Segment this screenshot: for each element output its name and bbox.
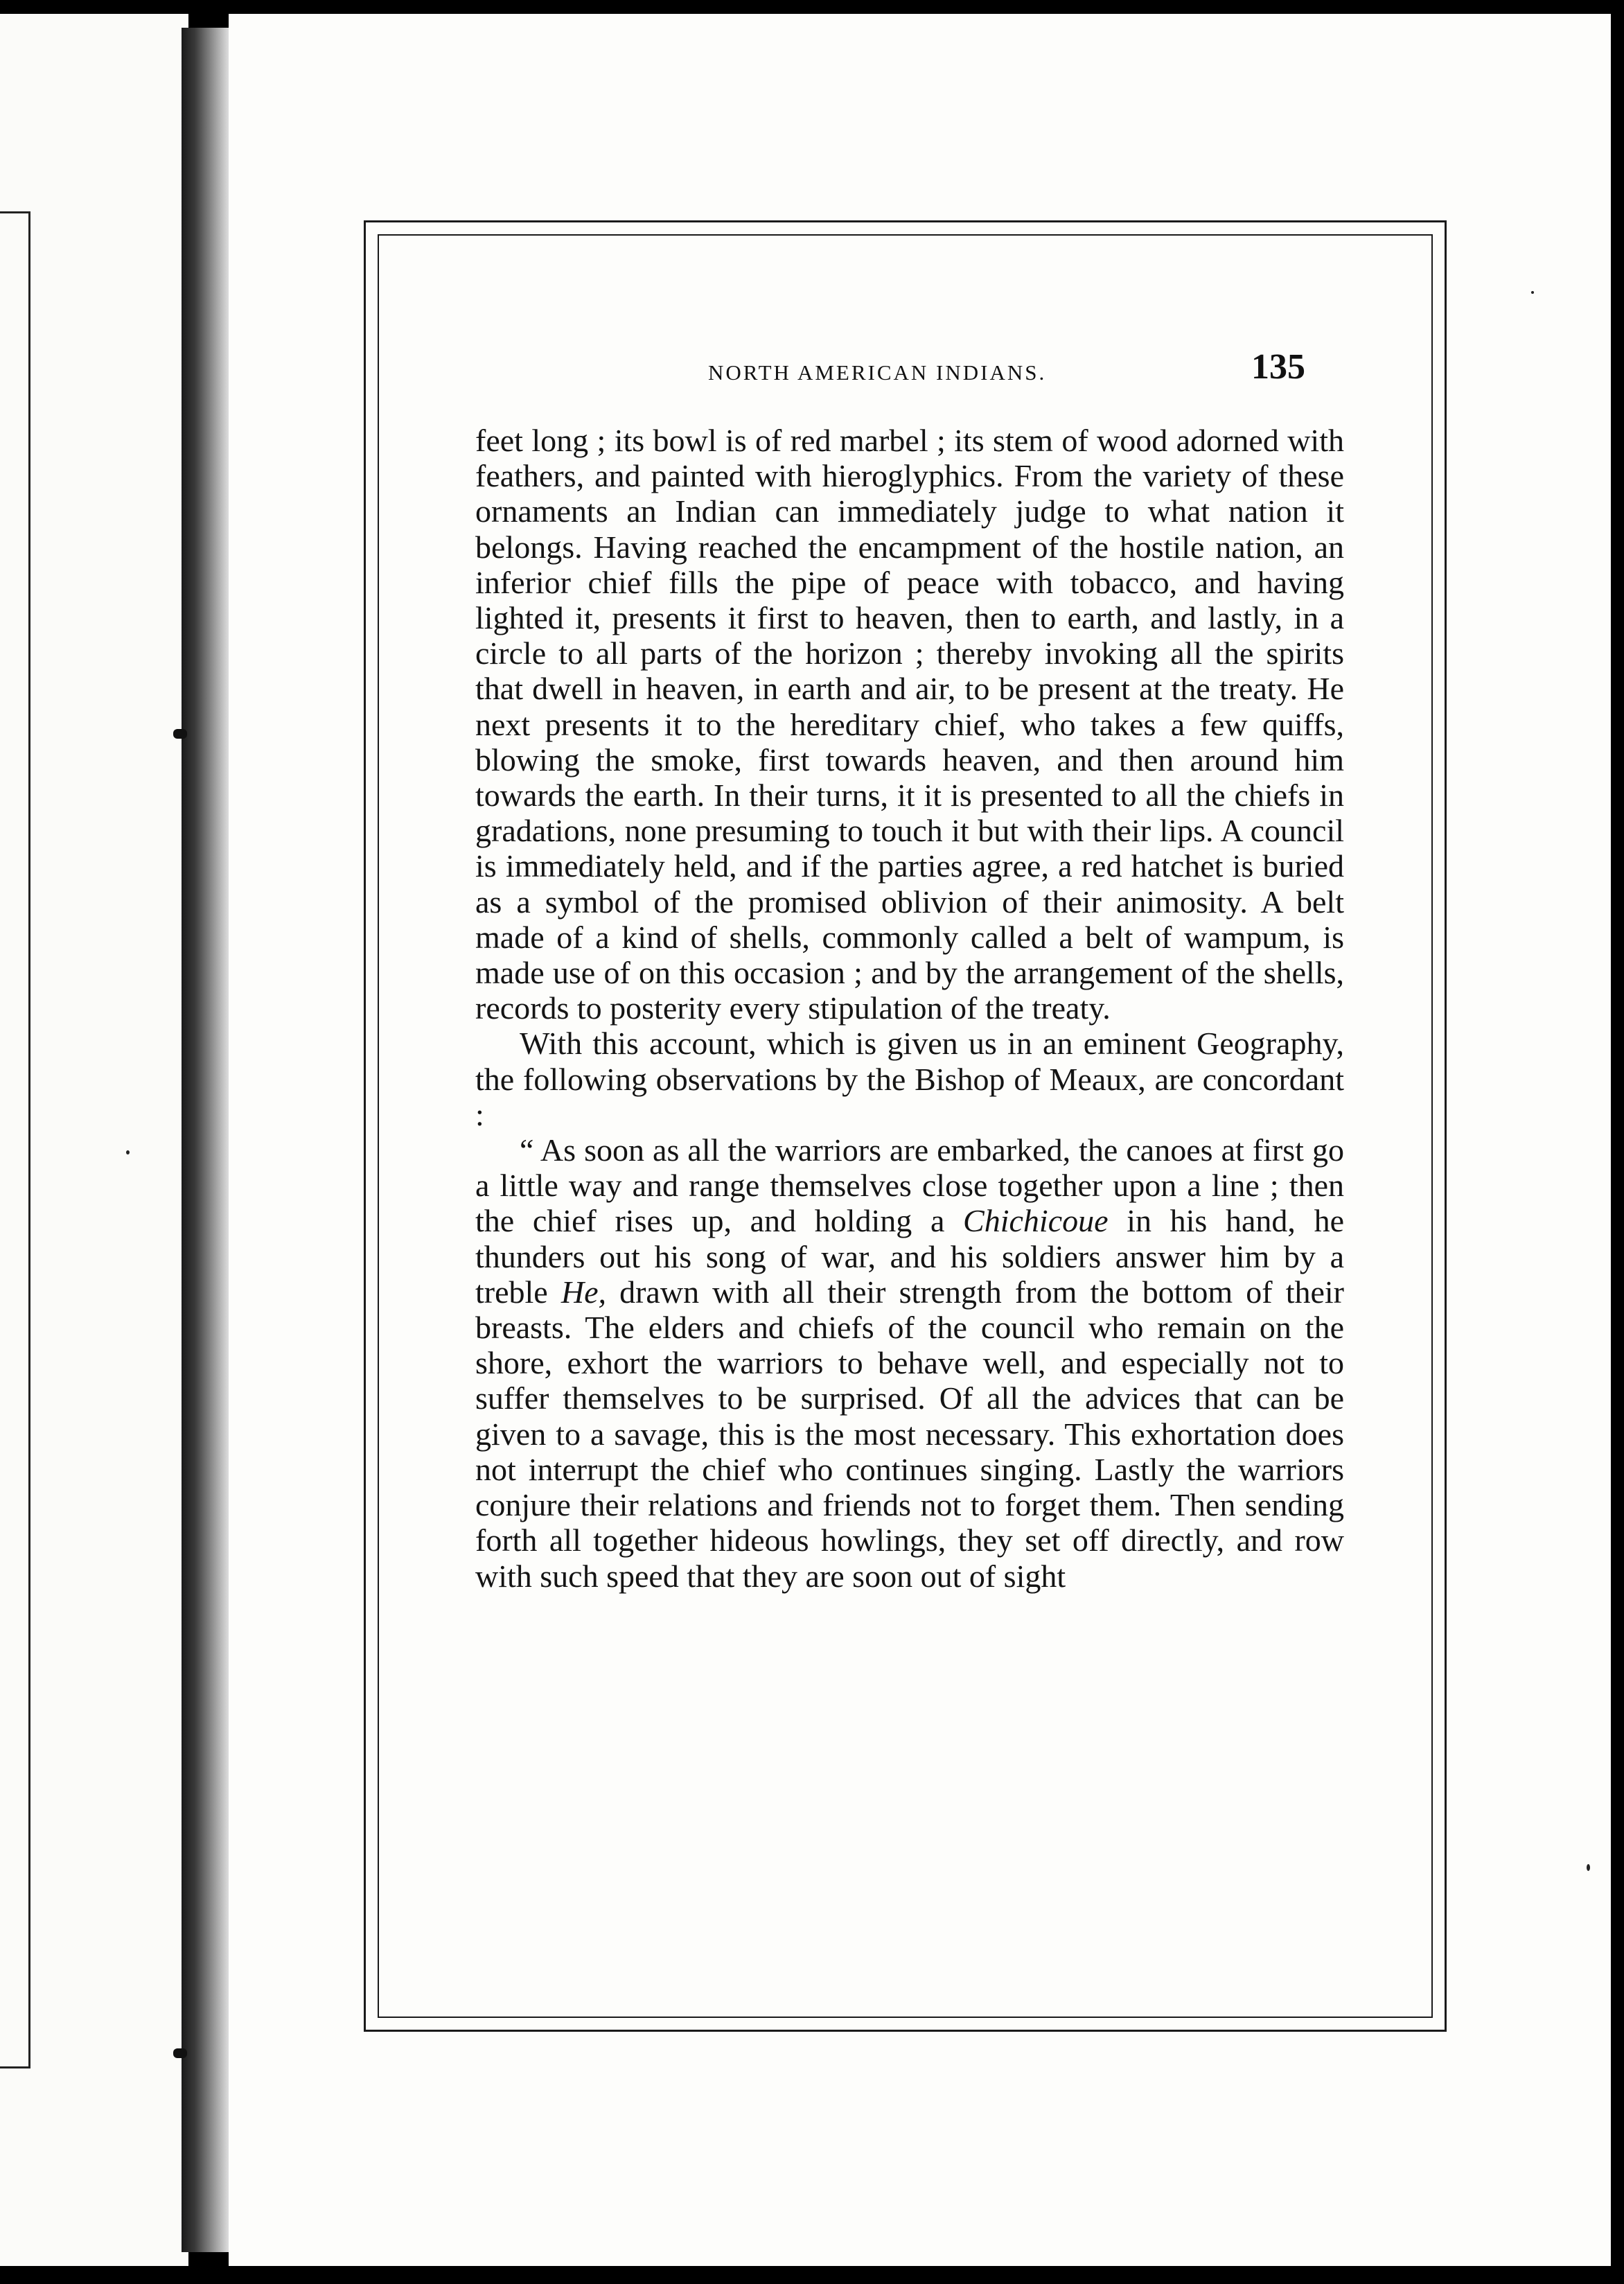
paper-speck [1531, 291, 1534, 294]
page-number: 135 [1251, 347, 1305, 387]
paragraph-quotation [475, 1132, 1344, 1594]
left-facing-page [0, 14, 188, 2266]
paragraph-geography: With this account, which is given us in an eminent Geography, the following observations by the Bishop of Meaux, are concordant : [475, 1026, 1344, 1132]
binding-thread-mark [173, 2048, 187, 2058]
quotation-text: drawn with all their strength from the bottom of their breasts. The elders and chiefs of the council who remain on the shore, exhort the warriors to behave well, and especially not to suffer themselves to be surprised. Of all the advices that can be given to a savage, this is the most necessary. This exhortation does not interrupt the chief who continues singing. Lastly the warriors conjure their relations and friends not to forget them. Then sending forth all together hideous howlings, they set off directly, and row with such speed that they are soon out of sight [475, 1274, 1344, 1594]
paragraph-pipe-of-peace: feet long ; its bowl is of red marbel ; its stem of wood adorned with feathers, and painted with hieroglyphics. From the variety of these ornaments an Indian can immediately judge to what nation it belongs. Having reached the encampment of the hostile nation, an inferior chief fills the pipe of peace with tobacco, and having lighted it, presents it first to heaven, then to earth, and lastly, in a circle to all parts of the horizon ; thereby invoking all the spirits that dwell in heaven, in earth and air, to be present at the treaty. He next presents it to the hereditary chief, who takes a few quiffs, blowing the smoke, first towards heaven, and then around him towards the earth. In their turns, it it is presented to all the chiefs in gradations, none presuming to touch it but with their lips. A council is immediately held, and if the parties agree, a red hatchet is buried as a symbol of the promised oblivion of their animosity. A belt made of a kind of shells, commonly called a belt of wampum, is made use of on this occasion ; and by the arrangement of the shells, records to posterity every stipulation of the treaty. [475, 423, 1344, 1026]
left-page-border-edge [0, 211, 30, 2068]
body-text [475, 423, 1344, 1594]
running-head: NORTH AMERICAN INDIANS. [708, 360, 1047, 385]
binding-thread-mark [173, 729, 187, 739]
quotation-text: “ As soon as all the warriors are embarked, the canoes at first go a little way and range themselves close together upon a line ; then the chief rises up, and holding a [475, 1132, 1344, 1239]
italic-word: He, [561, 1274, 606, 1310]
book-gutter [182, 28, 236, 2252]
italic-word: Chichicoue [963, 1203, 1109, 1239]
paper-speck [1587, 1864, 1590, 1871]
paper-speck [126, 1150, 130, 1154]
quotation-text: in his hand, he thunders out his song of war, and his soldiers answer him by a treble [475, 1203, 1345, 1310]
